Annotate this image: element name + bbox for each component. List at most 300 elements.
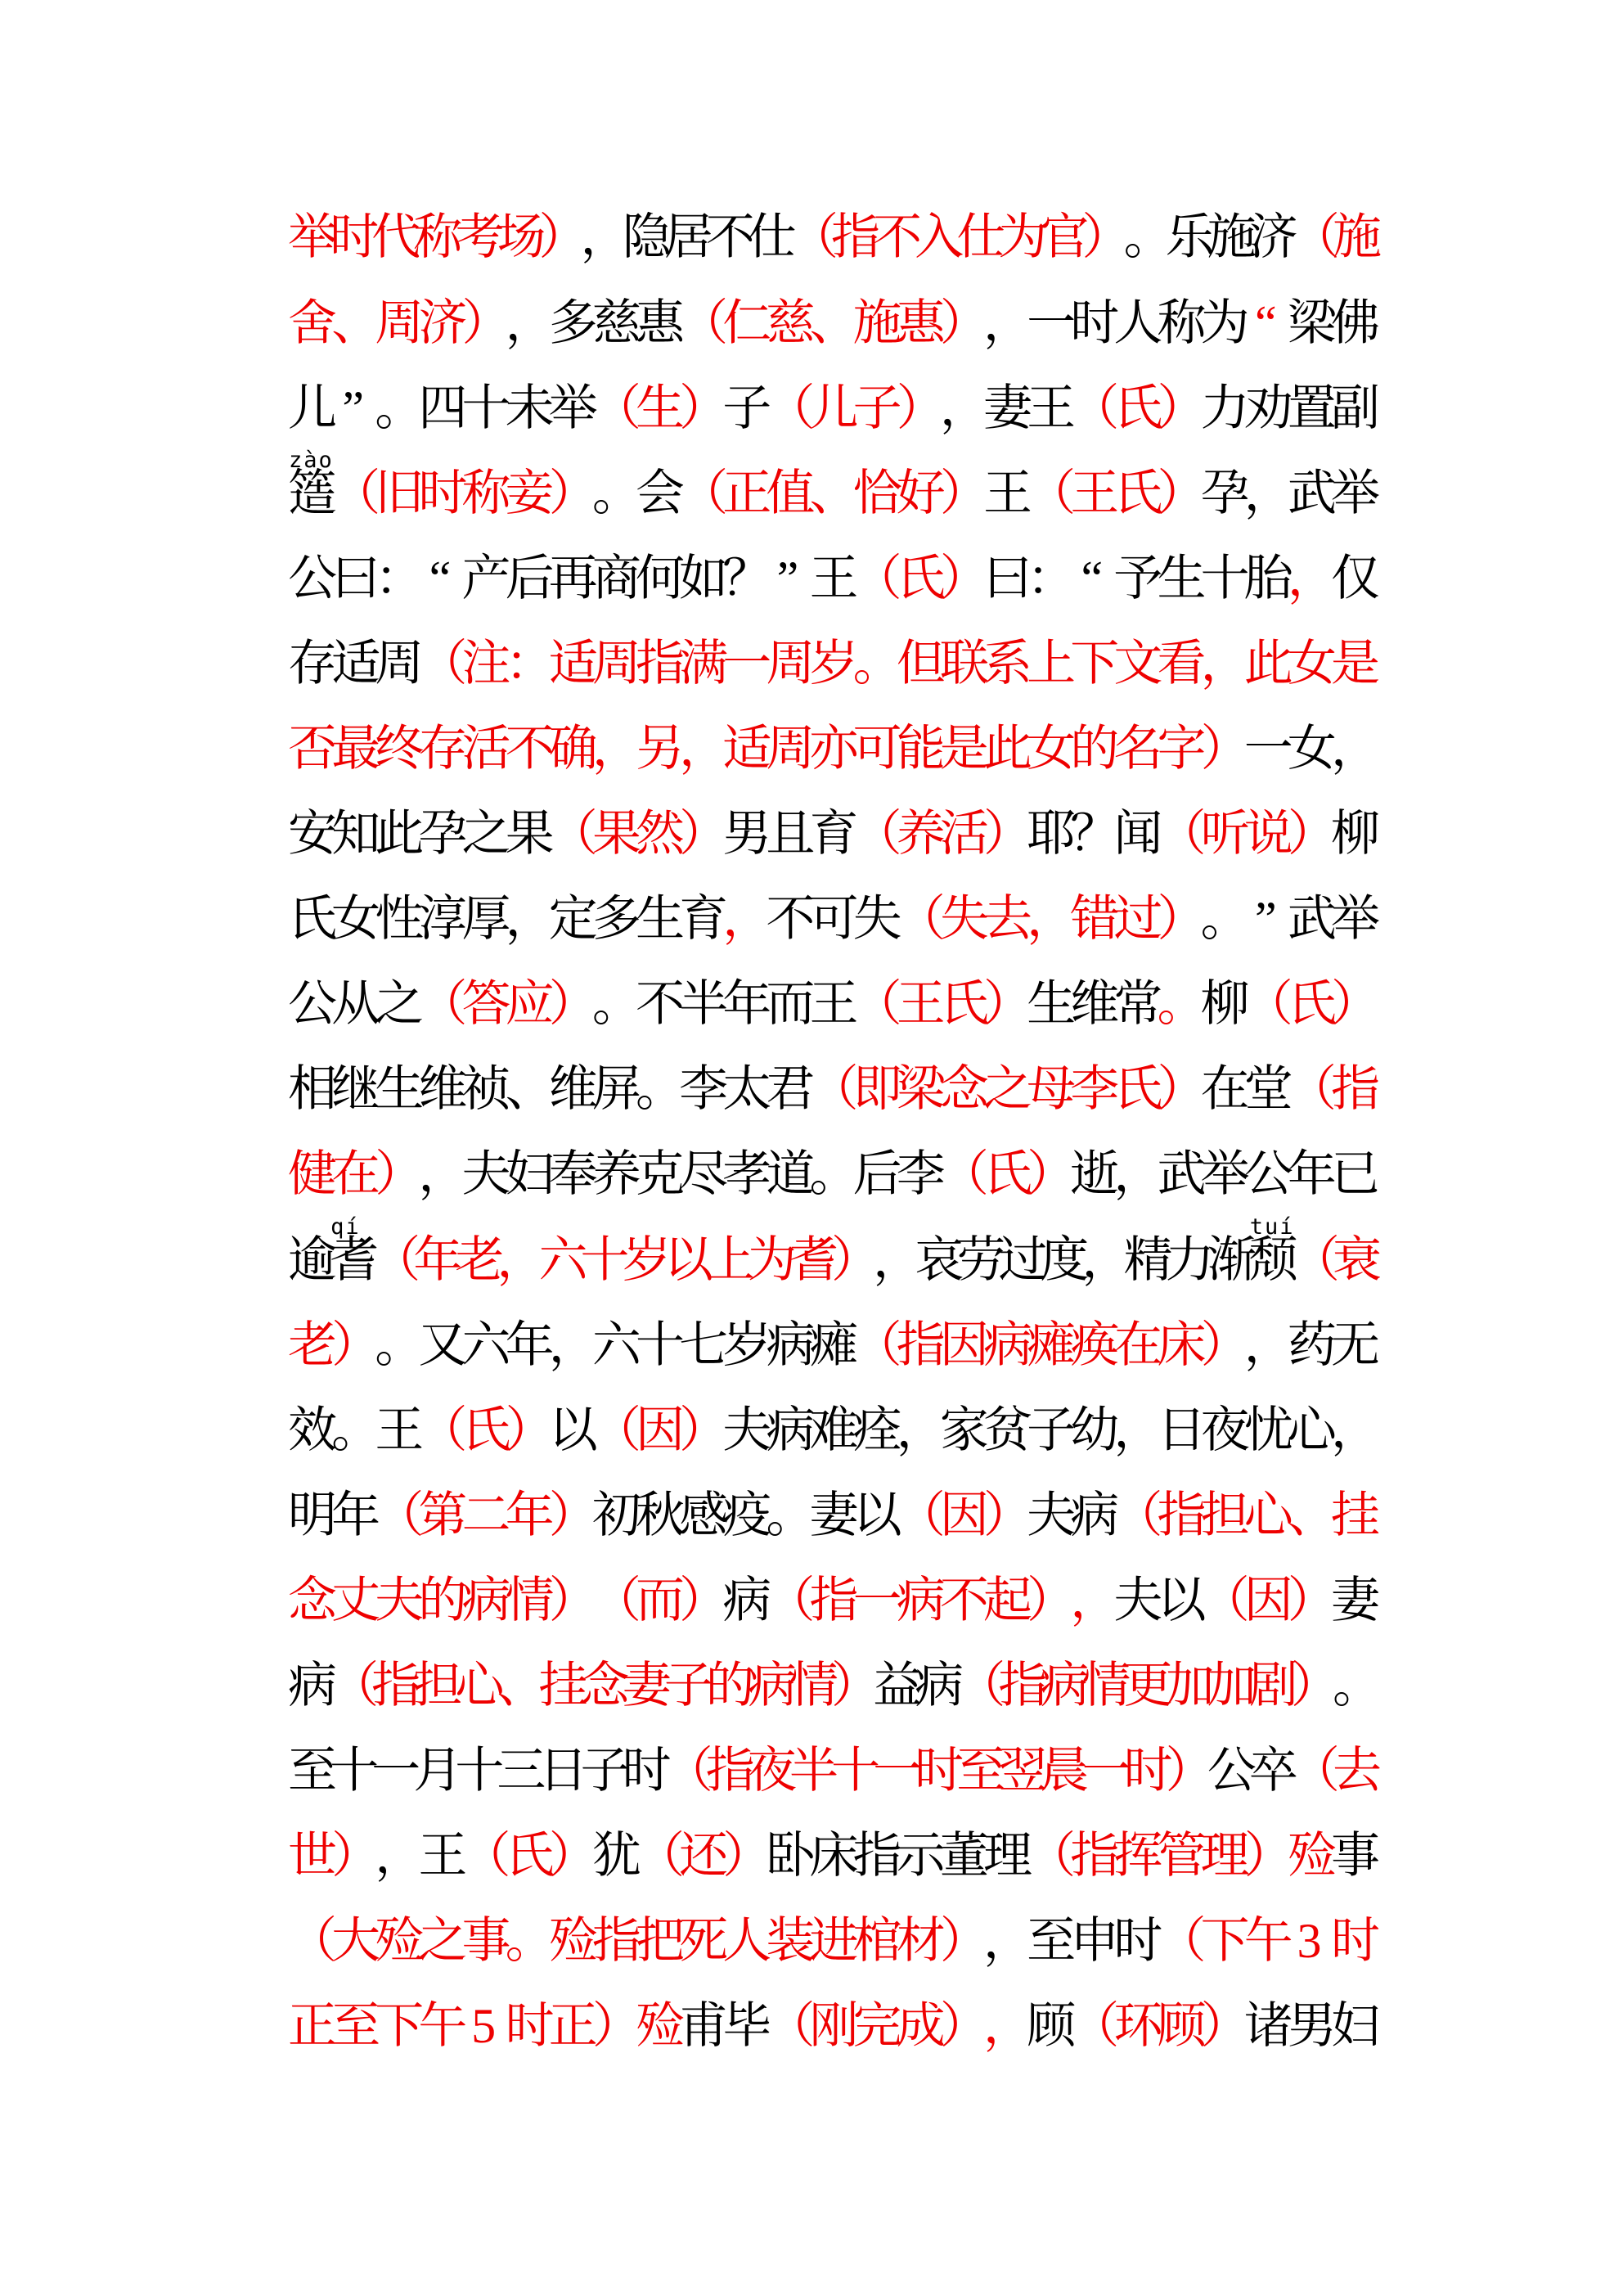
body-char: 王 (809, 551, 859, 606)
body-char: 予 (1113, 551, 1163, 606)
annotation-char: （ (1113, 1488, 1163, 1542)
body-char: ， (983, 295, 1032, 350)
annotation-char: 殓 (1287, 1829, 1337, 1884)
body-char: 效 (288, 1402, 337, 1457)
annotation-char: 六 (538, 1232, 588, 1287)
annotation-char: 正 (548, 1999, 598, 2054)
annotation-char: ， (1287, 551, 1337, 606)
annotation-char: 挥 (1113, 1829, 1163, 1884)
annotation-char: 管 (1157, 1829, 1207, 1884)
annotation-char: 衰 (1332, 1232, 1382, 1287)
annotation-char: （ (1290, 210, 1340, 265)
annotation-char: ） (1027, 1573, 1077, 1627)
pinyin-annotation: qí (330, 1213, 361, 1240)
body-char: 商 (591, 551, 641, 606)
body-char: 慈 (591, 295, 641, 350)
annotation-char: ） (331, 1317, 381, 1372)
annotation-char: ） (679, 1573, 729, 1627)
annotation-char: 、 (497, 1659, 546, 1713)
body-char: 后 (852, 1147, 902, 1202)
body-char: ， (505, 892, 555, 947)
body-char: 育 (679, 892, 729, 947)
body-char: 妻 (983, 380, 1032, 435)
document-page (288, 196, 1382, 2069)
body-char: 何 (636, 551, 685, 606)
annotation-char: 加 (1207, 1659, 1257, 1713)
annotation-char: （ (663, 1744, 713, 1799)
annotation-char: 在 (1113, 1317, 1163, 1372)
body-char: 王 (375, 1402, 425, 1457)
annotation-char: 果 (591, 807, 641, 862)
annotation-char: 念 (288, 1573, 337, 1627)
body-char: ， (375, 1829, 425, 1884)
annotation-char: 去 (1332, 1744, 1382, 1799)
annotation-char: 棺 (852, 1914, 902, 1969)
annotation-char: （ (418, 1402, 468, 1457)
body-char: 妇 (505, 1147, 555, 1202)
annotation-char: 然 (636, 807, 685, 862)
annotation-char: 下 (375, 1999, 425, 2054)
annotation-char: 病 (747, 1659, 797, 1713)
annotation-char: ， (983, 1999, 1032, 2054)
annotation-char: （ (591, 1573, 641, 1627)
annotation-char: （ (1070, 380, 1120, 435)
annotation-char: （ (330, 1659, 380, 1713)
annotation-char: ） (1243, 1829, 1293, 1884)
annotation-char: 时 (418, 466, 468, 520)
body-char: ， (1113, 1147, 1163, 1202)
text-line-19 (288, 1729, 1382, 1814)
body-char: 乐 (1165, 210, 1215, 265)
body-char: 佛 (1331, 295, 1380, 350)
body-char: 祯 (461, 1062, 511, 1117)
annotation-char: 下 (1200, 1914, 1250, 1969)
annotation-char: （ (371, 1232, 421, 1287)
body-char: 瘫 (809, 1317, 859, 1372)
annotation-char: ） (548, 1573, 598, 1627)
body-char: 岁 (722, 1317, 772, 1372)
body-char: 耶 (1027, 807, 1077, 862)
annotation-char: 、 (809, 295, 859, 350)
annotation-char: 亦 (809, 722, 859, 777)
body-char: 年 (331, 1488, 381, 1542)
body-char: 妻 (809, 1488, 859, 1542)
body-char: 至 (1027, 1914, 1077, 1969)
text-line-21 (288, 1899, 1380, 1984)
body-char: 济 (1248, 210, 1298, 265)
annotation-char: 病 (983, 1317, 1032, 1372)
body-char: ： (1027, 551, 1077, 606)
body-char: 理 (983, 1829, 1032, 1884)
body-char: 尽 (679, 1147, 729, 1202)
annotation-char: ） (983, 807, 1032, 862)
annotation-char: 担 (413, 1659, 463, 1713)
annotation-char: ） (1157, 380, 1207, 435)
body-char: 力 (1165, 1232, 1215, 1287)
body-char: 病 (915, 1659, 964, 1713)
annotation-char: 夫 (375, 1573, 425, 1627)
annotation-char: 场 (497, 210, 546, 265)
text-line-16 (288, 1473, 1380, 1558)
annotation-char: 情 (505, 1573, 555, 1627)
annotation-char: 的 (705, 1659, 755, 1713)
annotation-char: 心 (455, 1659, 505, 1713)
body-char: 心 (1287, 1402, 1337, 1457)
body-char: 公 (288, 551, 337, 606)
body-char: 女 (1287, 722, 1337, 777)
annotation-char: ， (591, 722, 641, 777)
annotation-char: 死 (679, 1914, 729, 1969)
annotation-char: 恰 (852, 466, 902, 520)
annotation-char: 指 (998, 1659, 1048, 1713)
annotation-char: 成 (896, 1999, 946, 2054)
body-char: 奉 (548, 1147, 598, 1202)
annotation-char: 挂 (538, 1659, 588, 1713)
annotation-char: 指 (1157, 1488, 1207, 1542)
annotation-char: 最 (331, 722, 381, 777)
body-char: 毕 (722, 1999, 772, 2054)
annotation-char: ） (1287, 1573, 1337, 1627)
annotation-char: 装 (766, 1914, 816, 1969)
body-char: 夜 (1200, 1402, 1250, 1457)
annotation-char: 半 (789, 1744, 838, 1799)
annotation-char: （ (896, 892, 946, 947)
annotation-char: 情 (1081, 1659, 1131, 1713)
body-char: 淳 (418, 892, 468, 947)
annotation-char: 岁 (809, 636, 859, 691)
body-char: 厚 (461, 892, 511, 947)
annotation-char: 的 (1070, 722, 1120, 777)
text-line-7 (288, 707, 1380, 792)
body-char: 十 (1200, 551, 1250, 606)
body-char: 又 (418, 1317, 468, 1372)
annotation-char: 丈 (331, 1573, 381, 1627)
text-line-12 (288, 1132, 1380, 1218)
annotation-char: 施 (852, 295, 902, 350)
annotation-char: ） (939, 551, 989, 606)
body-char: ？ (722, 551, 772, 606)
annotation-char: 称 (413, 210, 463, 265)
annotation-char: 答 (461, 977, 511, 1032)
body-char: ， (1331, 1402, 1380, 1457)
body-char: 克 (636, 1147, 685, 1202)
body-char: 子 (580, 1744, 630, 1799)
body-char: 半 (679, 977, 729, 1032)
body-char: 四 (418, 380, 468, 435)
body-char: 。 (809, 1147, 859, 1202)
text-line-9 (288, 877, 1380, 962)
body-char: 如 (679, 551, 729, 606)
annotation-char: 生 (636, 380, 685, 435)
annotation-char: 看 (1157, 636, 1207, 691)
body-char: 明 (288, 1488, 337, 1542)
annotation-char: 母 (1027, 1062, 1077, 1117)
body-char: 多 (548, 295, 598, 350)
body-char: ” (342, 380, 364, 435)
annotation-char: （ (1200, 1573, 1250, 1627)
body-char: 氏 (288, 892, 337, 947)
body-char: 初 (591, 1488, 641, 1542)
body-char: 至 (288, 1744, 337, 1799)
annotation-char: 应 (505, 977, 555, 1032)
annotation-char: 旧 (375, 466, 425, 520)
annotation-char: 晨 (1040, 1744, 1090, 1799)
body-char: 示 (896, 1829, 946, 1884)
body-char: 继 (331, 1062, 381, 1117)
body-char: 孕 (418, 807, 468, 862)
annotation-char: 错 (1070, 892, 1120, 947)
annotation-char: 女 (1027, 722, 1077, 777)
annotation-char: ， (1070, 1573, 1120, 1627)
body-char: 。 (375, 380, 425, 435)
body-char: 胎 (1243, 551, 1293, 606)
body-char: 妻 (1331, 1573, 1380, 1627)
annotation-char: 第 (418, 1488, 468, 1542)
annotation-char: （ (1070, 1999, 1120, 2054)
annotation-char: ： (505, 636, 555, 691)
body-char: 妇 (1331, 1999, 1380, 2054)
body-char: ， (580, 210, 630, 265)
body-char: 疫 (722, 1488, 772, 1542)
annotation-char: 十 (580, 1232, 630, 1287)
body-char: 孕 (1200, 466, 1250, 520)
body-char: 夫 (1113, 1573, 1163, 1627)
body-char: 十 (636, 1317, 685, 1372)
annotation-char: （ (1157, 1914, 1207, 1969)
body-char: 三 (497, 1744, 546, 1799)
annotation-char: ） (1200, 1317, 1250, 1372)
annotation-char: 、 (809, 466, 859, 520)
annotation-char: 妻 (622, 1659, 672, 1713)
body-char: 度 (1040, 1232, 1090, 1287)
annotation-char: 可 (852, 722, 902, 777)
body-char: 夫 (1027, 1488, 1077, 1542)
body-char: 副 (1331, 380, 1380, 435)
body-char: 女 (331, 892, 381, 947)
body-char: 过 (998, 1232, 1048, 1287)
body-char: 居 (663, 210, 713, 265)
body-char: 王 (809, 977, 859, 1032)
annotation-char: （ (1157, 807, 1207, 862)
annotation-char: （ (679, 466, 729, 520)
body-char: ， (1243, 466, 1293, 520)
annotation-char: 氏 (505, 1829, 555, 1884)
text-line-18 (288, 1644, 1382, 1729)
annotation-char: 一 (873, 1744, 923, 1799)
annotation-char: 仁 (722, 295, 772, 350)
annotation-char: （ (766, 1999, 816, 2054)
body-char: 十 (455, 1744, 505, 1799)
annotation-char: 病 (896, 1573, 946, 1627)
body-char: 后 (505, 551, 555, 606)
body-char: 月 (413, 1744, 463, 1799)
body-char: 且 (766, 807, 816, 862)
body-char: 知 (331, 807, 381, 862)
body-char: 卧 (766, 1829, 816, 1884)
body-char: 存 (288, 636, 337, 691)
annotation-char: 氏 (1113, 1062, 1163, 1117)
body-char: 君 (766, 1062, 816, 1117)
body-char: 施 (1207, 210, 1257, 265)
body-char: 力 (1200, 380, 1250, 435)
body-char: 以 (548, 1402, 598, 1457)
body-char: 惠 (636, 295, 685, 350)
annotation-char: 王 (896, 977, 946, 1032)
body-char: 公 (1243, 1147, 1293, 1202)
annotation-char: 、 (331, 295, 381, 350)
text-line-10 (288, 962, 1380, 1047)
annotation-char: 氏 (461, 1402, 511, 1457)
body-char: 一 (1027, 295, 1077, 350)
annotation-char: 因 (636, 1402, 685, 1457)
body-char: 时 (1113, 1914, 1163, 1969)
annotation-char: 午 (1243, 1914, 1293, 1969)
annotation-char: 否 (288, 722, 337, 777)
annotation-char: ） (591, 1999, 641, 2054)
annotation-char: 世 (288, 1829, 337, 1884)
body-char: 指 (852, 1829, 902, 1884)
annotation-char: ， (497, 1232, 546, 1287)
annotation-char: 老 (288, 1317, 337, 1372)
body-char: ， (1081, 1232, 1131, 1287)
text-line-14 (288, 1303, 1380, 1388)
body-char: 顾 (1027, 1999, 1077, 2054)
body-char: 此 (375, 807, 425, 862)
annotation-char: 顾 (1157, 1999, 1207, 2054)
annotation-char: 确 (548, 722, 598, 777)
text-line-1 (288, 196, 1382, 281)
body-char: ， (505, 295, 555, 350)
annotation-char: 女 (1287, 636, 1337, 691)
annotation-char: 官 (1040, 210, 1090, 265)
body-char: 人 (1113, 295, 1163, 350)
body-char: 耆 qí (330, 1213, 380, 1287)
annotation-char: （ (852, 807, 902, 862)
body-char: 。 (375, 1317, 425, 1372)
body-char: 武 (1157, 1147, 1207, 1202)
annotation-char: 上 (705, 1232, 755, 1287)
body-char: 病 (766, 1317, 816, 1372)
body-char: 柳 (1331, 807, 1380, 862)
annotation-char: 好 (896, 466, 946, 520)
body-char: 孝 (722, 1147, 772, 1202)
annotation-char: 念 (939, 1062, 989, 1117)
annotation-char: （ (636, 1829, 685, 1884)
annotation-char: 。 (1157, 977, 1207, 1032)
annotation-char: 剧 (1248, 1659, 1298, 1713)
body-char: 六 (461, 1317, 511, 1372)
annotation-char: 、 (1287, 1488, 1337, 1542)
annotation-char: 加 (1165, 1659, 1215, 1713)
body-char: 。 (1200, 892, 1250, 947)
annotation-char: 惠 (896, 295, 946, 350)
annotation-char: （ (1027, 1829, 1077, 1884)
annotation-char: 但 (896, 636, 946, 691)
annotation-char: ） (831, 1659, 881, 1713)
annotation-char: 氏 (1287, 977, 1337, 1032)
body-char: 屏 (591, 1062, 641, 1117)
body-char: 举 (1331, 466, 1380, 520)
annotation-char: 的 (418, 1573, 468, 1627)
annotation-char: （ (418, 636, 468, 691)
body-char: 王 (418, 1829, 468, 1884)
annotation-char: 说 (1243, 807, 1293, 862)
annotation-char: （ (548, 807, 598, 862)
annotation-char: ） (461, 295, 511, 350)
annotation-char: 刚 (809, 1999, 859, 2054)
body-char: 床 (809, 1829, 859, 1884)
annotation-char: （ (852, 551, 902, 606)
annotation-char: 王 (1070, 466, 1120, 520)
body-char: 年 (722, 977, 772, 1032)
body-char: 益 (873, 1659, 923, 1713)
annotation-char: 梁 (896, 1062, 946, 1117)
body-char: 子 (722, 380, 772, 435)
body-char: 簉 zào (288, 447, 337, 520)
annotation-char: 之 (418, 1914, 468, 1969)
annotation-char: 不 (939, 1573, 989, 1627)
annotation-char: ） (1027, 1147, 1077, 1202)
annotation-char: ， (1027, 892, 1077, 947)
annotation-char: 把 (636, 1914, 685, 1969)
annotation-char: 。 (505, 1914, 555, 1969)
annotation-char: 时 (330, 210, 380, 265)
annotation-char: （ (461, 1829, 511, 1884)
annotation-char: 因 (939, 1317, 989, 1372)
body-char: 产 (461, 551, 511, 606)
annotation-char: 称 (461, 466, 511, 520)
body-char: 时 (622, 1744, 672, 1799)
annotation-char: 字 (1157, 722, 1207, 777)
annotation-char: ） (1287, 807, 1337, 862)
body-char: 贫 (983, 1402, 1032, 1457)
body-char: 儿 (288, 380, 337, 435)
body-char: 日 (538, 1744, 588, 1799)
body-char: 六 (591, 1317, 641, 1372)
body-char: 失 (852, 892, 902, 947)
annotation-char: （ (852, 977, 902, 1032)
annotation-char: ， (1200, 636, 1250, 691)
body-char: 哀 (915, 1232, 964, 1287)
body-char: 一 (1243, 722, 1293, 777)
annotation-char: 活 (939, 807, 989, 862)
body-char: 举 (1331, 892, 1380, 947)
annotation-char: （ (956, 1659, 1006, 1713)
annotation-char: 年 (505, 1488, 555, 1542)
annotation-char: ） (939, 466, 989, 520)
annotation-char: 环 (1113, 1999, 1163, 2054)
annotation-char: 子 (852, 380, 902, 435)
annotation-char: （ (331, 466, 381, 520)
annotation-char: 起 (983, 1573, 1032, 1627)
text-line-2 (288, 281, 1380, 366)
annotation-char: 失 (939, 892, 989, 947)
body-char: 武 (1287, 466, 1337, 520)
annotation-char: 是 (939, 722, 989, 777)
annotation-char: （ (288, 1914, 337, 1969)
annotation-char: 至 (331, 1999, 381, 2054)
body-char: 堂 (1243, 1062, 1293, 1117)
annotation-char: 氏 (939, 977, 989, 1032)
body-char: 病 (288, 1659, 337, 1713)
annotation-char: 理 (1200, 1829, 1250, 1884)
body-char: ？ (1070, 807, 1120, 862)
annotation-char: ） (1290, 1659, 1340, 1713)
body-char: ， (1113, 1402, 1163, 1457)
annotation-char: 更 (1123, 1659, 1173, 1713)
body-char: 。 (1123, 210, 1173, 265)
body-char: 男 (1287, 1999, 1337, 2054)
